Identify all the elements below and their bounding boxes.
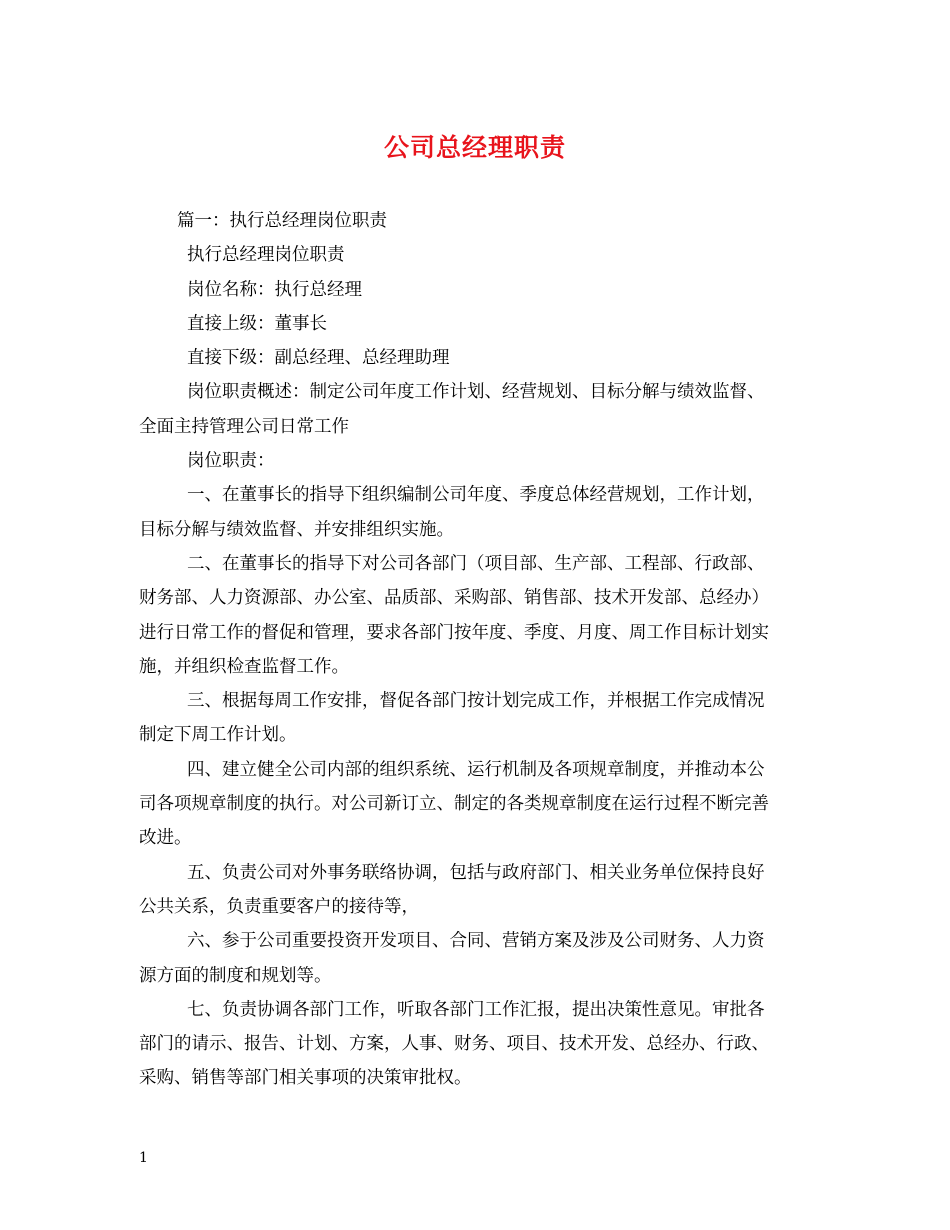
duty-line: 施，并组织检查监督工作。 (139, 656, 349, 677)
duty-line: 六、参于公司重要投资开发项目、合同、营销方案及涉及公司财务、人力资 (187, 931, 765, 952)
duty-line: 司各项规章制度的执行。对公司新订立、制定的各类规章制度在运行过程不断完善 (139, 794, 769, 815)
overview-paragraph (139, 375, 811, 444)
duty-paragraph-7 (139, 993, 811, 1096)
duty-paragraph-6 (139, 924, 811, 993)
overview-line: 岗位职责概述：制定公司年度工作计划、经营规划、目标分解与绩效监督、 (187, 382, 765, 403)
duty-line: 七、负责协调各部门工作，听取各部门工作汇报，提出决策性意见。审批各 (187, 999, 765, 1020)
duty-line: 改进。 (139, 828, 192, 849)
duty-line: 财务部、人力资源部、办公室、品质部、采购部、销售部、技术开发部、总经办） (139, 588, 769, 609)
duty-line: 二、在董事长的指导下对公司各部门（项目部、生产部、工程部、行政部、 (187, 553, 765, 574)
duties-label: 岗位职责： (187, 451, 275, 472)
duty-line: 目标分解与绩效监督、并安排组织实施。 (139, 519, 454, 540)
duty-paragraph-1 (139, 478, 811, 547)
duty-paragraph-4 (139, 753, 811, 856)
duty-line: 采购、销售等部门相关事项的决策审批权。 (139, 1068, 472, 1089)
direct-subordinates: 直接下级：副总经理、总经理助理 (187, 348, 450, 369)
duty-paragraph-5 (139, 856, 811, 925)
document-title: 公司总经理职责 (383, 133, 566, 162)
subheading: 执行总经理岗位职责 (187, 245, 345, 266)
duty-line: 部门的请示、报告、计划、方案，人事、财务、项目、技术开发、总经办、行政、 (139, 1034, 769, 1055)
duty-line: 四、建立健全公司内部的组织系统、运行机制及各项规章制度，并推动本公 (187, 759, 765, 780)
duty-line: 进行日常工作的督促和管理，要求各部门按年度、季度、月度、周工作目标计划实 (139, 622, 769, 643)
duty-line: 五、负责公司对外事务联络协调，包括与政府部门、相关业务单位保持良好 (187, 862, 765, 883)
position-name: 岗位名称：执行总经理 (187, 279, 362, 300)
document-body (139, 204, 811, 1096)
duty-line: 公共关系，负责重要客户的接待等， (139, 896, 419, 917)
page-number: 1 (139, 1150, 148, 1166)
duty-line: 三、根据每周工作安排，督促各部门按计划完成工作，并根据工作完成情况 (187, 691, 765, 712)
direct-superior: 直接上级：董事长 (187, 313, 327, 334)
duty-paragraph-2 (139, 547, 811, 684)
overview-line: 全面主持管理公司日常工作 (139, 416, 349, 437)
duty-line: 源方面的制度和规划等。 (139, 965, 332, 986)
section-heading: 篇一：执行总经理岗位职责 (177, 211, 387, 231)
duty-paragraph-3 (139, 684, 811, 753)
duty-line: 制定下周工作计划。 (139, 725, 297, 746)
duty-line: 一、在董事长的指导下组织编制公司年度、季度总体经营规划，工作计划， (187, 485, 765, 506)
